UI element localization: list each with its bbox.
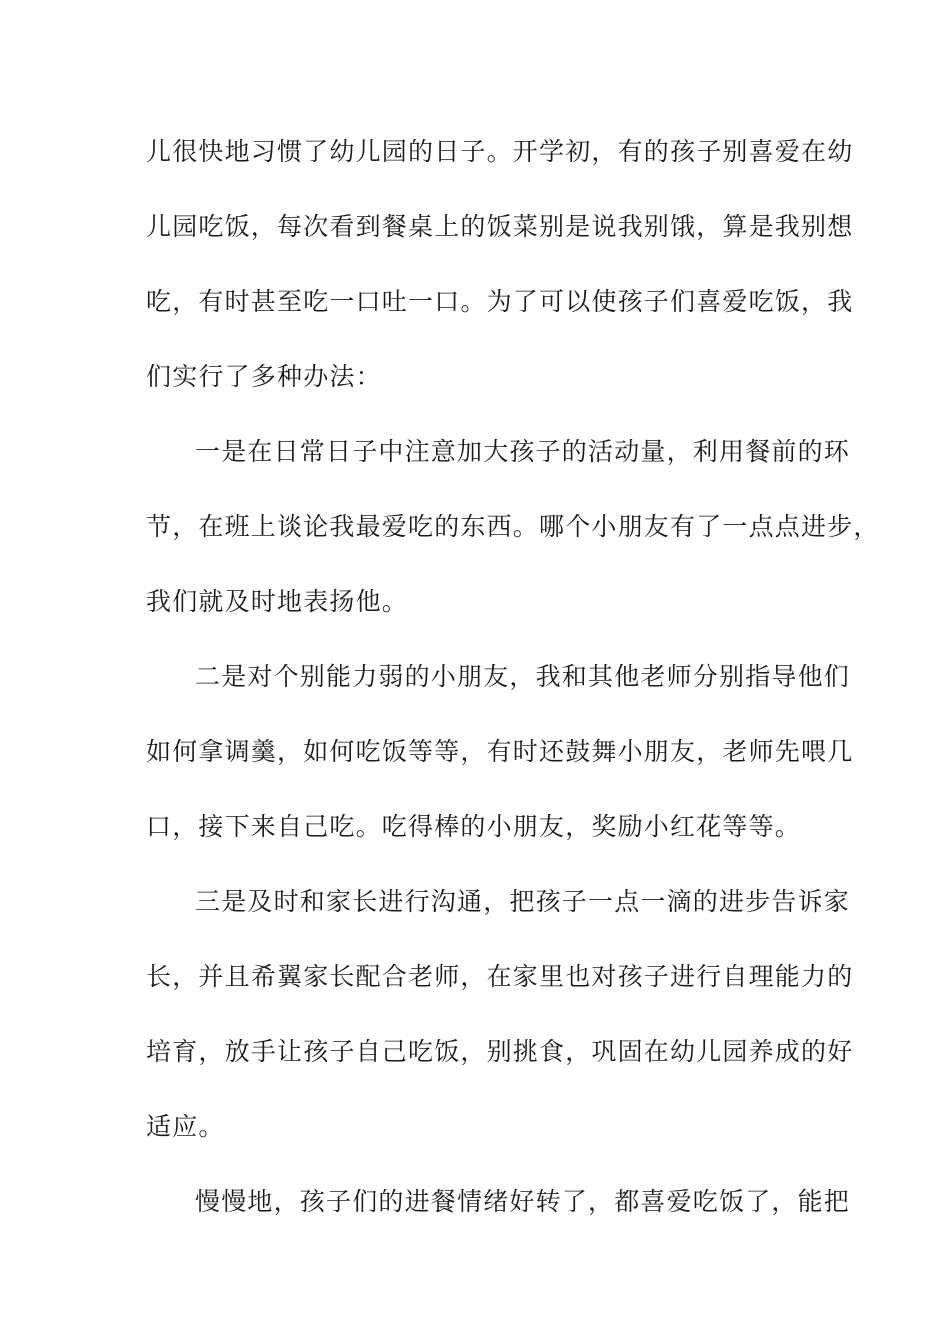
- paragraph-first-line: 一是在日常日子中注意加大孩子的活动量，利用餐前的环: [195, 437, 851, 466]
- text-line: 培育，放手让孩子自己吃饭，别挑食，巩固在幼儿园养成的好: [146, 1037, 854, 1066]
- paragraph-first-line: 慢慢地，孩子们的进餐情绪好转了，都喜爱吃饭了，能把: [195, 1187, 851, 1216]
- body-text: [146, 126, 880, 1251]
- text-line: 适应。: [146, 1112, 225, 1141]
- text-line: 我们就及时地表扬他。: [146, 587, 409, 616]
- text-line: 节，在班上谈论我最爱吃的东西。哪个小朋友有了一点点进步，: [146, 512, 880, 541]
- text-line: 如何拿调羹，如何吃饭等等，有时还鼓舞小朋友，老师先喂几: [146, 737, 854, 766]
- text-line: 儿园吃饭，每次看到餐桌上的饭菜别是说我别饿，算是我别想: [146, 212, 854, 241]
- text-line: 口，接下来自己吃。吃得棒的小朋友，奖励小红花等等。: [146, 812, 802, 841]
- paragraph-first-line: 二是对个别能力弱的小朋友，我和其他老师分别指导他们: [195, 662, 851, 691]
- text-line: 长，并且希翼家长配合老师，在家里也对孩子进行自理能力的: [146, 962, 854, 991]
- text-line: 们实行了多种办法：: [146, 362, 382, 391]
- text-line: 吃，有时甚至吃一口吐一口。为了可以使孩子们喜爱吃饭，我: [146, 287, 854, 316]
- paragraph-first-line: 三是及时和家长进行沟通，把孩子一点一滴的进步告诉家: [195, 887, 851, 916]
- text-line: 儿很快地习惯了幼儿园的日子。开学初，有的孩子别喜爱在幼: [146, 137, 854, 166]
